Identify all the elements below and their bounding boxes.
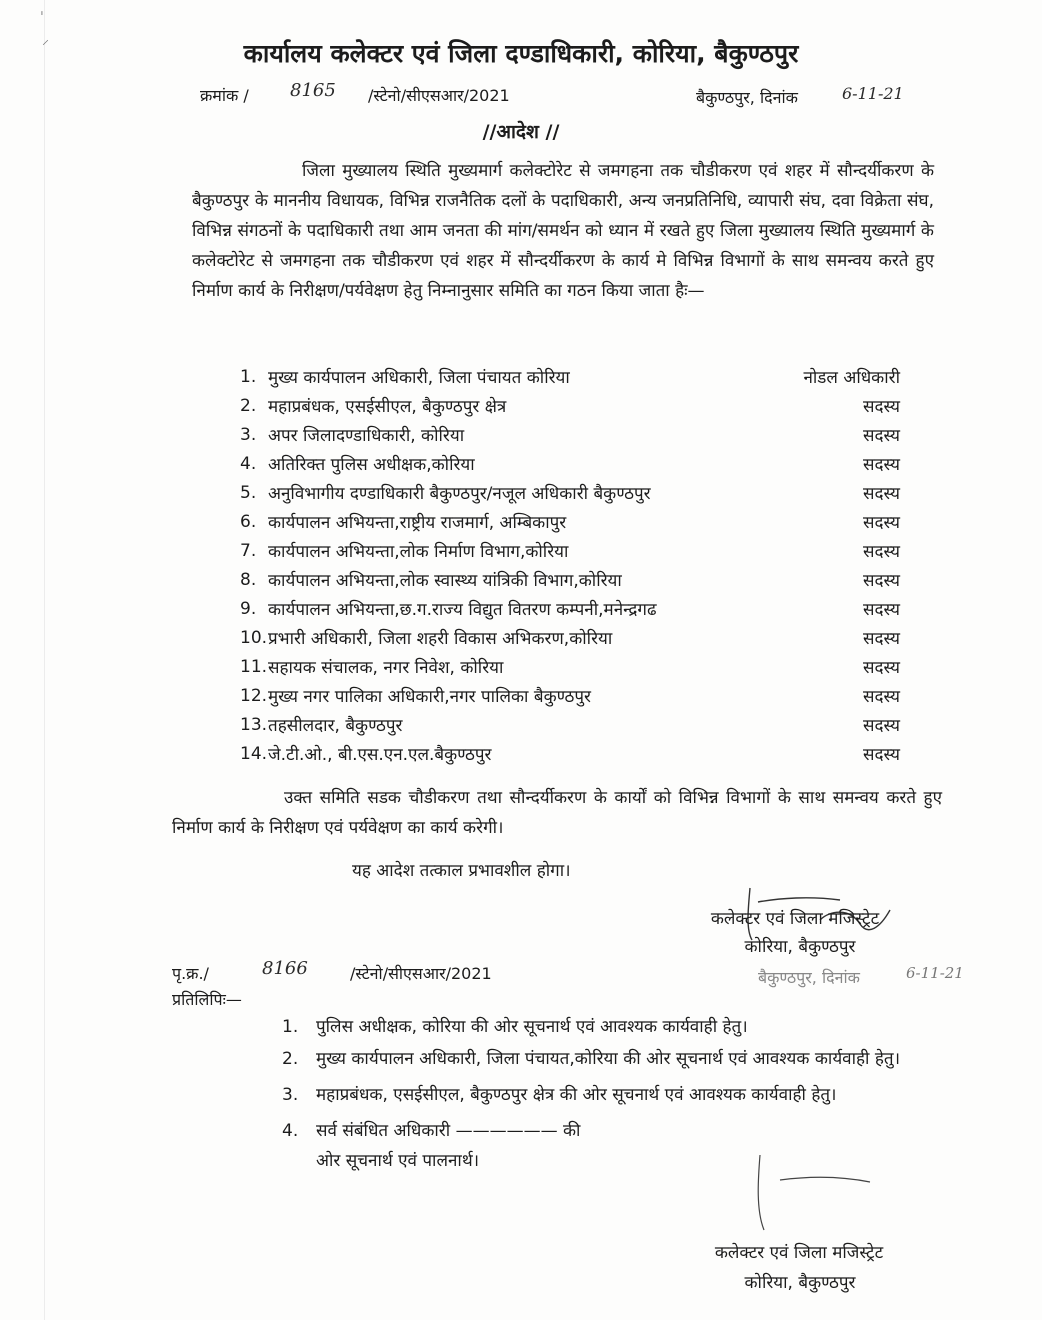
item-number: 12. xyxy=(240,685,268,706)
member-role: सदस्य xyxy=(863,484,900,504)
member-name: महाप्रबंधक, एसईसीएल, बैकुण्ठपुर क्षेत्र xyxy=(268,397,507,417)
copy-place-date-label: बैकुण्ठपुर, दिनांक xyxy=(758,968,860,987)
item-number: 5. xyxy=(240,482,257,503)
copy-reference: /स्टेनो/सीएसआर/2021 xyxy=(350,964,492,983)
effective-line: यह आदेश तत्काल प्रभावशील होगा। xyxy=(352,861,571,881)
signature-designation: कलेक्टर एवं जिला मजिस्ट्रेट xyxy=(710,909,880,929)
copy-label: प्रतिलिपिः— xyxy=(172,990,242,1009)
office-title: कार्यालय कलेक्टर एवं जिला दण्डाधिकारी, कोरिया, बैकुण्ठपुर xyxy=(243,39,799,68)
signature-place: कोरिया, बैकुण्ठपुर xyxy=(744,937,856,957)
item-number: 4. xyxy=(282,1121,299,1141)
item-number: 7. xyxy=(240,540,257,561)
item-number: 11. xyxy=(240,656,268,677)
list-item xyxy=(240,536,900,565)
list-item xyxy=(240,420,900,449)
corner-mark-icon: ⸝ xyxy=(42,32,49,48)
order-number-value: 8165 xyxy=(290,80,336,101)
list-item xyxy=(240,710,900,739)
list-item xyxy=(282,1116,582,1176)
member-name: मुख्य कार्यपालन अधिकारी, जिला पंचायत कोरिया xyxy=(268,368,570,388)
list-item xyxy=(240,362,900,391)
signature-scribble-icon xyxy=(720,1150,920,1250)
recipient-text: सर्व संबंधित अधिकारी —————— की ओर सूचनार्थ एवं पालनार्थ। xyxy=(316,1121,581,1171)
list-item xyxy=(240,449,900,478)
member-name: कार्यपालन अभियन्ता,राष्ट्रीय राजमार्ग, अम्बिकापुर xyxy=(268,513,567,533)
list-item xyxy=(240,681,900,710)
item-number: 9. xyxy=(240,598,257,619)
order-reference: /स्टेनो/सीएसआर/2021 xyxy=(368,86,510,105)
copy-date-value: 6-11-21 xyxy=(906,964,964,982)
closing-paragraph: उक्त समिति सडक चौडीकरण तथा सौन्दर्यीकरण के कार्यों को विभिन्न विभागों के साथ समन्वय करते हुए निर्माण कार्य के निरीक्षण एवं पर्यवेक्षण का कार्य करेगी। xyxy=(172,788,942,838)
item-number: 2. xyxy=(240,395,257,416)
place-date-label: बैकुण्ठपुर, दिनांक xyxy=(696,88,798,107)
item-number: 3. xyxy=(240,424,257,445)
member-role: सदस्य xyxy=(863,542,900,562)
page-edge-line xyxy=(44,0,45,1320)
recipient-text: पुलिस अधीक्षक, कोरिया की ओर सूचनार्थ एवं आवश्यक कार्यवाही हेतु। xyxy=(316,1017,748,1037)
body-paragraph: जिला मुख्यालय स्थिति मुख्यमार्ग कलेक्टोरेट से जमगहना तक चौडीकरण एवं शहर में सौन्दर्यीकरण के बैकुण्ठपुर के माननीय विधायक, विभिन्न राजनैतिक दलों के पदाधिकारी, अन्य जनप्रतिनिधि, व्यापारी संघ, दवा विक्रेता संघ, विभिन्न संगठनों के पदाधिकारी तथा आम जनता की मांग/समर्थन को ध्यान में रखते हुए जिला मुख्यालय स्थिति मुख्यमार्ग के कलेक्टोरेट से जमगहना तक चौडीकरण एवं शहर में सौन्दर्यीकरण के कार्य मे विभिन्न विभागों के साथ समन्वय करते हुए निर्माण कार्य के निरीक्षण/पर्यवेक्षण हेतु निम्नानुसार समिति का गठन किया जाता हैः— xyxy=(192,161,934,301)
member-role: सदस्य xyxy=(863,455,900,475)
signature-designation: कलेक्टर एवं जिला मजिस्ट्रेट xyxy=(714,1243,884,1263)
list-item xyxy=(240,623,900,652)
list-item xyxy=(240,594,900,623)
list-item xyxy=(240,391,900,420)
item-number: 10. xyxy=(240,627,268,648)
item-number: 1. xyxy=(282,1017,299,1037)
list-item xyxy=(282,1012,952,1042)
member-role: सदस्य xyxy=(863,745,900,765)
member-role: सदस्य xyxy=(863,658,900,678)
corner-mark-icon: ˈ xyxy=(40,10,44,26)
item-number: 4. xyxy=(240,453,257,474)
committee-list xyxy=(240,362,900,768)
member-name: तहसीलदार, बैकुण्ठपुर xyxy=(268,716,403,736)
member-name: जे.टी.ओ., बी.एस.एन.एल.बैकुण्ठपुर xyxy=(268,745,492,765)
member-name: अतिरिक्त पुलिस अधीक्षक,कोरिया xyxy=(268,455,475,475)
member-name: कार्यपालन अभियन्ता,छ.ग.राज्य विद्युत वितरण कम्पनी,मनेन्द्रगढ xyxy=(268,600,657,620)
order-number-label: क्रमांक / xyxy=(200,86,249,105)
item-number: 3. xyxy=(282,1085,299,1105)
member-name: अपर जिलादण्डाधिकारी, कोरिया xyxy=(268,426,465,446)
member-name: सहायक संचालक, नगर निवेश, कोरिया xyxy=(268,658,504,678)
recipient-text: मुख्य कार्यपालन अधिकारी, जिला पंचायत,कोरिया की ओर सूचनार्थ एवं आवश्यक कार्यवाही हेतु। xyxy=(316,1049,901,1069)
member-role: नोडल अधिकारी xyxy=(803,368,900,388)
member-name: अनुविभागीय दण्डाधिकारी बैकुण्ठपुर/नजूल अधिकारी बैकुण्ठपुर xyxy=(268,484,651,504)
member-role: सदस्य xyxy=(863,397,900,417)
list-item xyxy=(240,739,900,768)
recipient-text: महाप्रबंधक, एसईसीएल, बैकुण्ठपुर क्षेत्र की ओर सूचनार्थ एवं आवश्यक कार्यवाही हेतु। xyxy=(316,1085,837,1105)
list-item xyxy=(240,652,900,681)
signature-place: कोरिया, बैकुण्ठपुर xyxy=(744,1273,856,1293)
list-item xyxy=(282,1080,952,1110)
list-item xyxy=(240,507,900,536)
member-name: कार्यपालन अभियन्ता,लोक निर्माण विभाग,कोरिया xyxy=(268,542,569,562)
copy-number-label: पृ.क्र./ xyxy=(172,964,209,983)
item-number: 1. xyxy=(240,366,257,387)
order-date-value: 6-11-21 xyxy=(842,84,904,103)
copy-number-value: 8166 xyxy=(262,958,308,979)
member-role: सदस्य xyxy=(863,600,900,620)
member-name: मुख्य नगर पालिका अधिकारी,नगर पालिका बैकुण्ठपुर xyxy=(268,687,592,707)
order-heading: //आदेश // xyxy=(482,121,560,143)
list-item xyxy=(282,1044,952,1074)
member-role: सदस्य xyxy=(863,513,900,533)
item-number: 2. xyxy=(282,1049,299,1069)
list-item xyxy=(240,478,900,507)
member-role: सदस्य xyxy=(863,716,900,736)
item-number: 8. xyxy=(240,569,257,590)
item-number: 14. xyxy=(240,743,268,764)
member-role: सदस्य xyxy=(863,571,900,591)
item-number: 6. xyxy=(240,511,257,532)
member-role: सदस्य xyxy=(863,426,900,446)
member-name: कार्यपालन अभियन्ता,लोक स्वास्थ्य यांत्रिकी विभाग,कोरिया xyxy=(268,571,622,591)
member-role: सदस्य xyxy=(863,629,900,649)
item-number: 13. xyxy=(240,714,268,735)
member-role: सदस्य xyxy=(863,687,900,707)
list-item xyxy=(240,565,900,594)
member-name: प्रभारी अधिकारी, जिला शहरी विकास अभिकरण,कोरिया xyxy=(268,629,613,649)
